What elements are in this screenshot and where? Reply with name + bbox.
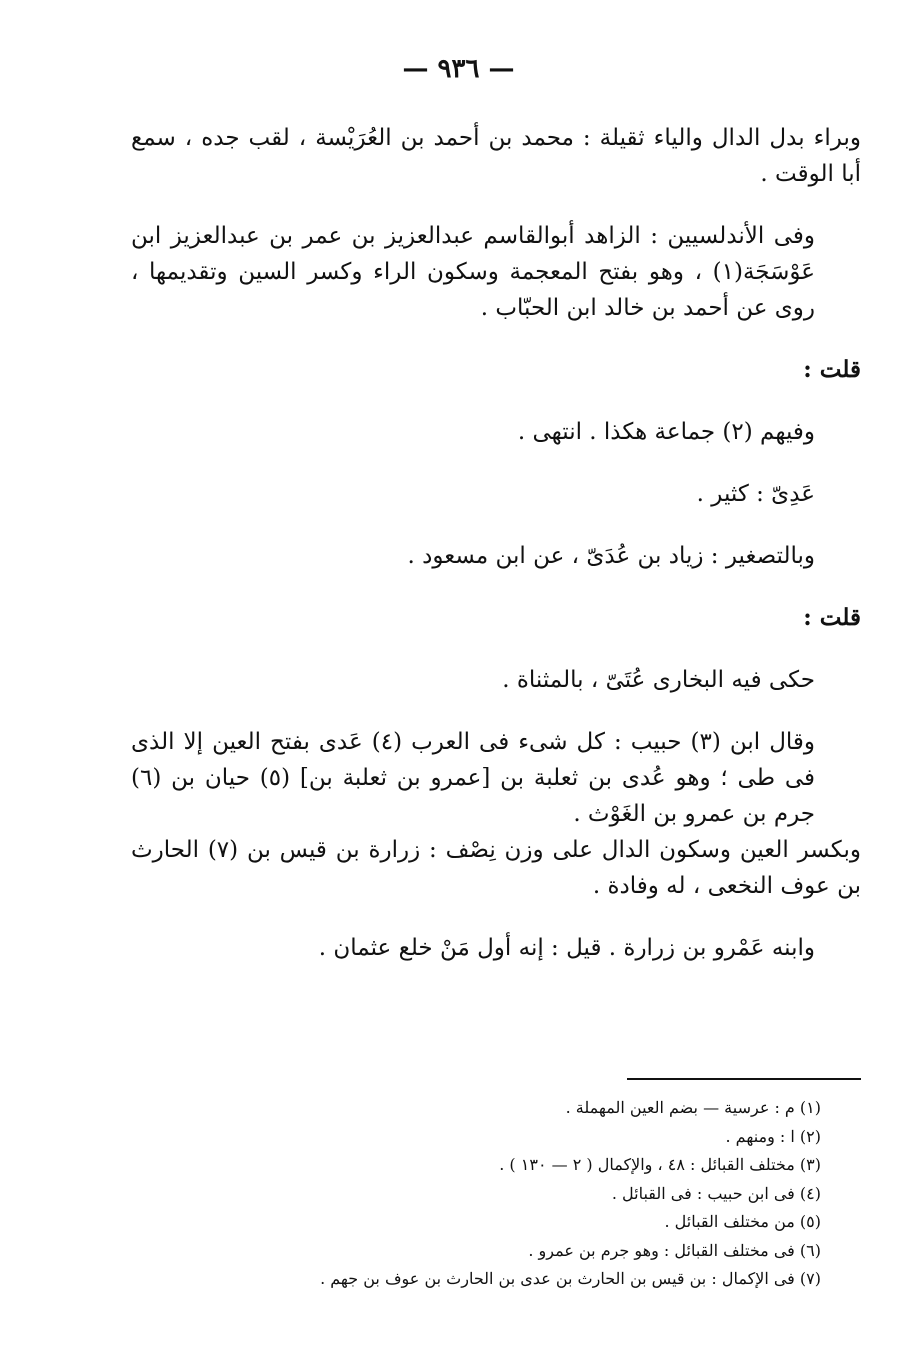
paragraph: عَدِىّ : كثير . (696, 481, 815, 507)
section-label: قلت : (803, 604, 861, 631)
paragraph: وبراء بدل الدال والياء ثقيلة : محمد بن أحمد بن العُرَيْسة ، لقب جده ، سمع أبا الوقت . (131, 125, 861, 187)
footnote: (٤) فى ابن حبيب : فى القبائل . (611, 1183, 821, 1203)
paragraph: وقال ابن (٣) حبيب : كل شىء فى العرب (٤) عَدى بفتح العين إلا الذى فى طى ؛ وهو عُدى بن ثعلبة بن [عمرو بن ثعلبة بن] (٥) حيان بن (٦) جرم بن عمرو بن الغَوْث . (131, 729, 816, 827)
footnote: (٣) مختلف القبائل : ٤٨ ، والإكمال ( ٢ — ١٣٠ ) . (499, 1155, 821, 1174)
footnote: (٢) ا : ومنهم . (725, 1126, 821, 1146)
paragraph: وفى الأندلسيين : الزاهد أبوالقاسم عبدالعزيز بن عمر بن عبدالعزيز ابن عَوْسَجَة(١) ، وهو بفتح المعجمة وسكون الراء وكسر السين وتقديمها ، روى عن أحمد بن خالد ابن الحبّاب . (131, 223, 815, 321)
footnote: (٧) فى الإكمال : بن قيس بن الحارث بن عدى بن الحارث بن عوف بن جهم . (320, 1269, 821, 1288)
footnote: (٦) فى مختلف القبائل : وهو جرم بن عمرو . (528, 1240, 821, 1260)
paragraph: وبكسر العين وسكون الدال على وزن نِصْف : زرارة بن قيس بن (٧) الحارث بن عوف النخعى ، له وفادة . (131, 837, 861, 899)
footnote: (١) م : عرسية — بضم العين المهملة . (565, 1098, 821, 1117)
paragraph: وابنه عَمْرو بن زرارة . قيل : إنه أول مَنْ خلع عثمان . (318, 935, 815, 961)
section-label: قلت : (803, 356, 861, 383)
footnote: (٥) من مختلف القبائل . (664, 1212, 821, 1231)
footnote-divider (627, 1078, 861, 1080)
main-text (131, 120, 861, 992)
paragraph: وفيهم (٢) جماعة هكذا . انتهى . (517, 419, 815, 445)
paragraph: حكى فيه البخارى عُتَىّ ، بالمثناة . (502, 667, 815, 693)
footnotes (131, 1094, 821, 1294)
page-number: — ٩٣٦ — (402, 54, 515, 84)
paragraph: وبالتصغير : زياد بن عُدَىّ ، عن ابن مسعود . (407, 543, 815, 569)
